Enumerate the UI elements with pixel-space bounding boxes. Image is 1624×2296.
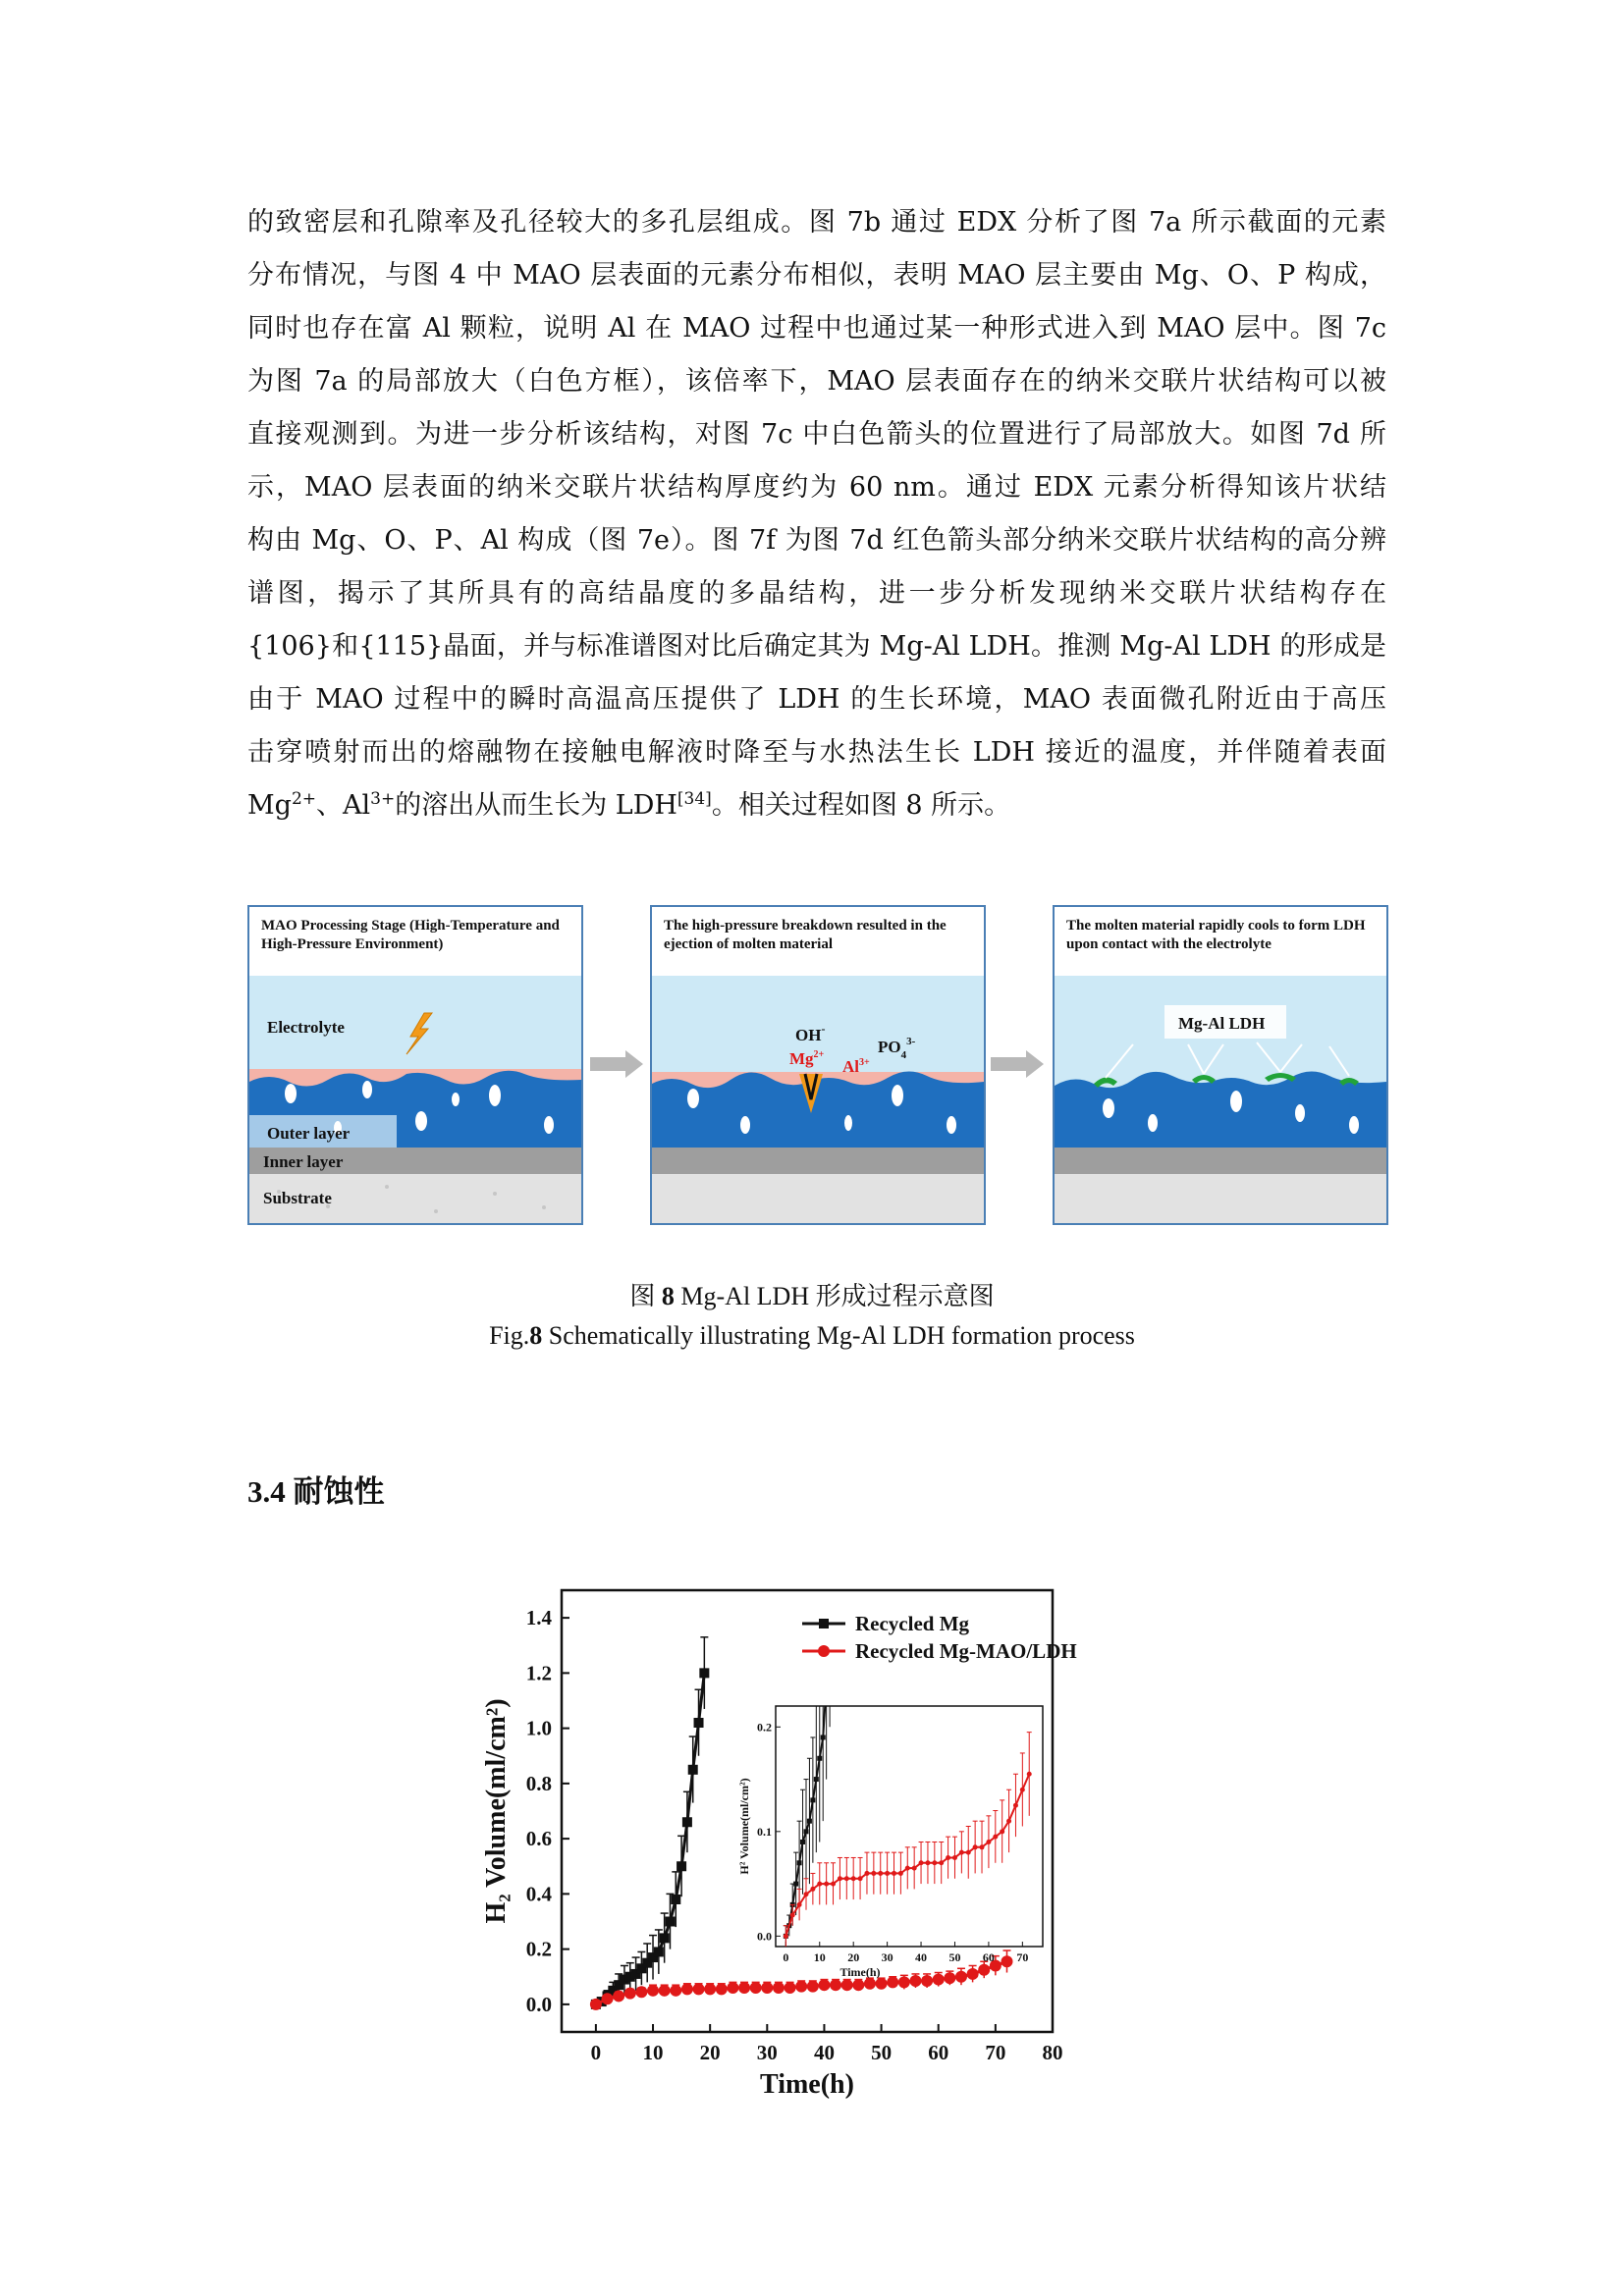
data-point [785, 1982, 796, 1994]
label-electrolyte: Electrolyte [267, 1018, 345, 1037]
text-line: {106}和{115}晶面，并与标准谱图对比后确定其为 Mg-Al LDH。推测 Mg-Al LDH 的形成是 [247, 631, 1386, 662]
text-line: 击穿喷射而出的熔融物在接触电解液时降至与水热法生长 LDH 接近的温度，并伴随着表面 [247, 737, 1386, 768]
inset-data-point [925, 1860, 930, 1865]
text-line: 构由 Mg、O、P、Al 构成（图 7e）。图 7f 为图 7d 红色箭头部分纳米交联片状结构的高分辨 [247, 525, 1386, 556]
data-point [944, 1972, 955, 1984]
inset-data-point [878, 1871, 883, 1876]
sup-mg: 2+ [291, 789, 316, 809]
y-tick-label: 1.4 [525, 1606, 552, 1630]
inset-x-tick-label: 20 [847, 1950, 860, 1964]
inset-y-tick-label: 0.1 [757, 1824, 772, 1839]
body-paragraph [247, 196, 1386, 832]
data-point [807, 1981, 819, 1993]
figure-caption-cn: 图 8 Mg-Al LDH 形成过程示意图 [629, 1282, 995, 1310]
inset-data-point [980, 1844, 985, 1849]
data-point [876, 1978, 888, 1990]
data-point [665, 1917, 675, 1927]
arrow-right-icon [586, 1048, 647, 1080]
panel-3-caption: The molten material rapidly cools to form LDH upon contact with the electrolyte [1066, 918, 1366, 952]
data-point [841, 1979, 853, 1991]
inset-x-label: Time(h) [839, 1965, 881, 1979]
substrate [1055, 1174, 1386, 1223]
inset-x-tick-label: 70 [1016, 1950, 1029, 1964]
inset-data-point [790, 1913, 795, 1918]
x-tick-label: 0 [590, 2041, 602, 2064]
x-tick-label: 60 [928, 2041, 949, 2064]
x-tick-label: 80 [1042, 2041, 1063, 2064]
inset-data-point [986, 1840, 991, 1844]
inset-data-point [797, 1860, 802, 1865]
x-tick-label: 20 [699, 2041, 721, 2064]
inset-data-point [1000, 1829, 1004, 1834]
data-point [933, 1974, 945, 1986]
sup-al: 3+ [370, 789, 396, 809]
data-point [694, 1718, 704, 1728]
inset-data-point [912, 1866, 917, 1871]
data-point [909, 1975, 921, 1987]
inset-data-point [803, 1829, 808, 1834]
inset-data-point [824, 1682, 829, 1687]
panel-2-illustration [652, 907, 984, 1223]
data-point [671, 1895, 680, 1904]
panel-breakdown [650, 905, 986, 1225]
data-point [624, 1988, 636, 2000]
text-line: 为图 7a 的局部放大（白色方框），该倍率下，MAO 层表面存在的纳米交联片状结构可以被 [247, 366, 1386, 397]
data-point [699, 1668, 709, 1678]
inset-data-point [871, 1871, 876, 1876]
data-point [761, 1982, 773, 1994]
inset-data-point [838, 1876, 842, 1881]
inset-data-point [817, 1756, 822, 1761]
y-tick-label: 0.2 [525, 1937, 552, 1961]
inset-data-point [784, 1934, 788, 1939]
data-point [967, 1968, 979, 1980]
text-line-last [247, 779, 1386, 832]
figure-8 [247, 905, 1386, 1223]
data-point [978, 1964, 990, 1976]
text-line: 示，MAO 层表面的纳米交联片状结构厚度约为 60 nm。通过 EDX 元素分析得知该片状结 [247, 472, 1386, 503]
data-point [773, 1982, 785, 1994]
data-point [921, 1975, 933, 1987]
data-point [682, 1817, 692, 1827]
inset-data-point [831, 1882, 836, 1887]
y-tick-label: 1.0 [525, 1716, 552, 1740]
data-point [677, 1861, 686, 1871]
y-tick-label: 1.2 [525, 1661, 552, 1685]
label-po4: $PO_4^{3-}$ [878, 1036, 916, 1061]
y-tick-label: 0.4 [525, 1882, 552, 1906]
label-inner-layer: Inner layer [263, 1152, 344, 1171]
data-point [716, 1983, 728, 1995]
data-point [590, 1999, 602, 2010]
inset-data-point [797, 1902, 802, 1907]
legend [802, 1612, 1077, 1663]
inset-data-point [939, 1860, 944, 1865]
label-al-ion: $Al^{3+}$ [842, 1057, 870, 1076]
text-line: 分布情况，与图 4 中 MAO 层表面的元素分布相似，表明 MAO 层主要由 Mg、O、P 构成， [247, 260, 1386, 291]
inset-data-point [898, 1871, 903, 1876]
panel-2-caption: The high-pressure breakdown resulted in the ejection of molten material [664, 918, 947, 952]
inset-data-point [817, 1882, 822, 1887]
data-point [887, 1976, 898, 1988]
inset-x-tick-label: 10 [813, 1950, 826, 1964]
text-line: 由于 MAO 过程中的瞬时高温高压提供了 LDH 的生长环境，MAO 表面微孔附近由于高压 [247, 684, 1387, 715]
panel-3-illustration [1055, 907, 1386, 1223]
inset-data-point [959, 1850, 964, 1855]
label-mg-al-ldh: Mg-Al LDH [1178, 1014, 1266, 1033]
figure-caption-en: Fig.8 Schematically illustrating Mg-Al LDH formation process [489, 1321, 1135, 1350]
data-point [602, 1993, 614, 2004]
data-point [681, 1983, 693, 1995]
section-heading: 3.4 耐蚀性 [247, 1474, 385, 1509]
text-line: 的致密层和孔隙率及孔径较大的多孔层组成。图 7b 通过 EDX 分析了图 7a 所示截面的元素 [247, 207, 1386, 238]
data-point [688, 1765, 698, 1775]
data-point [830, 1979, 841, 1991]
inset-data-point [821, 1735, 826, 1739]
inset-data-point [810, 1887, 815, 1892]
inset-y-label: H² Volume(ml/cm²) [737, 1778, 751, 1875]
inset-data-point [1013, 1803, 1018, 1808]
data-point [727, 1982, 738, 1994]
inset-data-point [966, 1850, 971, 1855]
data-point [659, 1985, 671, 1997]
inset-x-tick-label: 60 [982, 1950, 995, 1964]
data-point [647, 1985, 659, 1997]
inset-x-tick-label: 0 [783, 1950, 789, 1964]
inset-data-point [793, 1882, 798, 1887]
label-mg-ion: $Mg^{2+}$ [789, 1049, 825, 1068]
inset-data-point [952, 1855, 957, 1860]
inset-data-point [814, 1777, 819, 1782]
inset-data-point [885, 1871, 890, 1876]
text-tail: 。相关过程如图 8 所示。 [711, 790, 1011, 821]
inset-data-point [993, 1835, 998, 1840]
y-tick-label: 0.8 [525, 1771, 552, 1795]
panel-1-illustration [249, 907, 581, 1223]
inset-data-point [919, 1860, 924, 1865]
label-substrate: Substrate [263, 1189, 332, 1207]
data-point [864, 1978, 876, 1990]
inset-data-point [810, 1797, 815, 1802]
x-tick-label: 30 [756, 2041, 778, 2064]
legend-label-mao-ldh: Recycled Mg-MAO/LDH [855, 1639, 1077, 1663]
data-point [635, 1986, 647, 1998]
x-axis-label: Time(h) [760, 2069, 854, 2100]
inset-data-point [844, 1876, 849, 1881]
text-body: 的溶出从而生长为 LDH [395, 790, 677, 821]
data-point [750, 1982, 762, 1994]
data-point [613, 1990, 624, 2002]
x-tick-label: 70 [985, 2041, 1006, 2064]
text-line: 同时也存在富 Al 颗粒，说明 Al 在 MAO 过程中也通过某一种形式进入到 MAO 层中。图 7c [247, 313, 1386, 344]
x-tick-label: 40 [813, 2041, 835, 2064]
panel-ldh-formation [1053, 905, 1388, 1225]
data-point [852, 1979, 864, 1991]
inset-data-point [803, 1892, 808, 1896]
data-point [654, 1947, 664, 1956]
legend-marker-mao-ldh [818, 1645, 830, 1657]
inset-data-point [892, 1871, 896, 1876]
legend-label-recycled-mg: Recycled Mg [855, 1612, 970, 1635]
panel-1-caption: MAO Processing Stage (High-Temperature and High-Pressure Environment) [261, 918, 560, 952]
inner-layer [1055, 1148, 1386, 1174]
inset-data-point [864, 1871, 869, 1876]
arrow-right-icon [987, 1048, 1048, 1080]
data-point [818, 1979, 830, 1991]
y-tick-label: 0.0 [525, 1992, 552, 2016]
inset-x-tick-label: 40 [915, 1950, 928, 1964]
data-point [738, 1982, 750, 1994]
substrate [652, 1174, 984, 1223]
inset-data-point [800, 1840, 805, 1844]
data-point [1001, 1955, 1012, 1967]
inset-data-point [946, 1855, 950, 1860]
legend-marker-recycled-mg [819, 1619, 829, 1629]
data-point [955, 1971, 967, 1983]
inset-x-tick-label: 50 [948, 1950, 961, 1964]
data-point [660, 1933, 670, 1943]
data-point [693, 1983, 705, 1995]
data-point [704, 1983, 716, 1995]
inset-x-tick-label: 30 [881, 1950, 893, 1964]
text-line: 谱图，揭示了其所具有的高结晶度的多晶结构，进一步分析发现纳米交联片状结构存在 [247, 578, 1386, 609]
inset-y-tick-label: 0.2 [757, 1720, 772, 1735]
panel-mao-stage [247, 905, 583, 1225]
data-point [670, 1985, 681, 1997]
inset-data-point [824, 1882, 829, 1887]
data-point [898, 1976, 910, 1988]
y-tick-label: 0.6 [525, 1827, 552, 1851]
inset-data-point [1027, 1772, 1032, 1777]
inner-layer [652, 1148, 984, 1174]
inset-frame [776, 1706, 1043, 1947]
y-axis-label: H₂ Volume(ml/cm²) [481, 1698, 512, 1924]
inset-data-point [1020, 1788, 1025, 1792]
h2-volume-chart [471, 1571, 1159, 2120]
text-al: 、Al [316, 790, 371, 821]
x-tick-label: 10 [642, 2041, 664, 2064]
inset-data-point [973, 1844, 978, 1849]
text-line: 直接观测到。为进一步分析该结构，对图 7c 中白色箭头的位置进行了局部放大。如图 7d 所 [247, 419, 1386, 450]
label-outer-layer: Outer layer [267, 1124, 351, 1143]
inset-data-point [905, 1866, 910, 1871]
citation-ref[interactable]: [34] [677, 789, 712, 809]
label-oh: OH- [795, 1022, 826, 1044]
inset-data-point [1006, 1819, 1011, 1824]
inset-data-point [858, 1876, 863, 1881]
inset-data-point [932, 1860, 937, 1865]
text-mg: Mg [247, 790, 292, 821]
x-tick-label: 50 [871, 2041, 893, 2064]
data-point [795, 1981, 807, 1993]
inset-data-point [807, 1819, 812, 1824]
inset-data-point [851, 1876, 856, 1881]
inset-y-tick-label: 0.0 [757, 1929, 772, 1944]
